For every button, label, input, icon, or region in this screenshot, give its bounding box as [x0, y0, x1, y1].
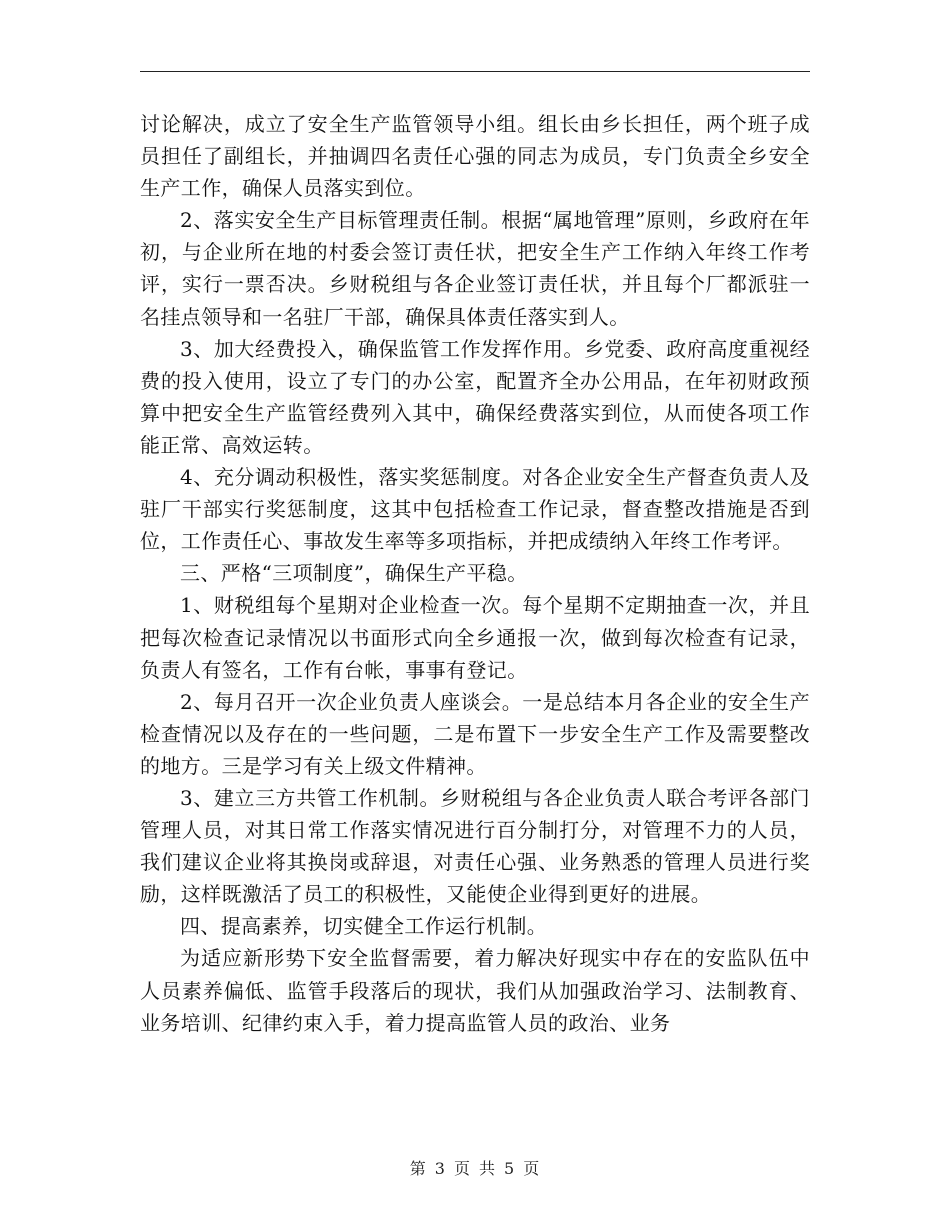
paragraph: 2、落实安全生产目标管理责任制。根据“属地管理”原则，乡政府在年初，与企业所在地的村委会签订责任状，把安全生产工作纳入年终工作考评，实行一票否决。乡财税组与各企业签订责任状，并且每个厂都派驻一名挂点领导和一名驻厂干部，确保具体责任落实到人。 [140, 208, 810, 329]
header-rule [140, 71, 810, 72]
paragraph: 2、每月召开一次企业负责人座谈会。一是总结本月各企业的安全生产检查情况以及存在的一些问题，二是布置下一步安全生产工作及需要整改的地方。三是学习有关上级文件精神。 [140, 689, 810, 778]
footer-total-word: 共 [479, 1159, 497, 1178]
footer-page-word: 页 [453, 1159, 471, 1178]
paragraph: 3、加大经费投入，确保监管工作发挥作用。乡党委、政府高度重视经费的投入使用，设立了专门的办公室，配置齐全办公用品，在年初财政预算中把安全生产监管经费列入其中，确保经费落实到位，从而使各项工作能正常、高效运转。 [140, 336, 810, 457]
document-body [140, 108, 810, 1039]
paragraph: 4、充分调动积极性，落实奖惩制度。对各企业安全生产督查负责人及驻厂干部实行奖惩制度，这其中包括检查工作记录，督查整改措施是否到位，工作责任心、事故发生率等多项指标，并把成绩纳入年终工作考评。 [140, 465, 810, 554]
current-page-number: 3 [434, 1159, 446, 1178]
paragraph: 1、财税组每个星期对企业检查一次。每个星期不定期抽查一次，并且把每次检查记录情况以书面形式向全乡通报一次，做到每次检查有记录，负责人有签名，工作有台帐，事事有登记。 [140, 593, 810, 682]
section-heading: 四、提高素养，切实健全工作运行机制。 [180, 914, 548, 939]
footer-suffix: 页 [523, 1159, 541, 1178]
footer-prefix: 第 [409, 1159, 427, 1178]
page-footer [0, 1156, 950, 1179]
paragraph: 为适应新形势下安全监督需要，着力解决好现实中存在的安监队伍中人员素养偏低、监管手段落后的现状，我们从加强政治学习、法制教育、业务培训、纪律约束入手，着力提高监管人员的政治、业务 [140, 946, 810, 1035]
paragraph: 3、建立三方共管工作机制。乡财税组与各企业负责人联合考评各部门管理人员，对其日常工作落实情况进行百分制打分，对管理不力的人员，我们建议企业将其换岗或辞退，对责任心强、业务熟悉的管理人员进行奖励，这样既激活了员工的积极性，又能使企业得到更好的进展。 [140, 785, 810, 907]
total-pages-number: 5 [504, 1159, 516, 1178]
paragraph: 讨论解决，成立了安全生产监管领导小组。组长由乡长担任，两个班子成员担任了副组长，并抽调四名责任心强的同志为成员，专门负责全乡安全生产工作，确保人员落实到位。 [140, 112, 810, 201]
section-heading: 三、严格“三项制度”，确保生产平稳。 [180, 561, 528, 586]
